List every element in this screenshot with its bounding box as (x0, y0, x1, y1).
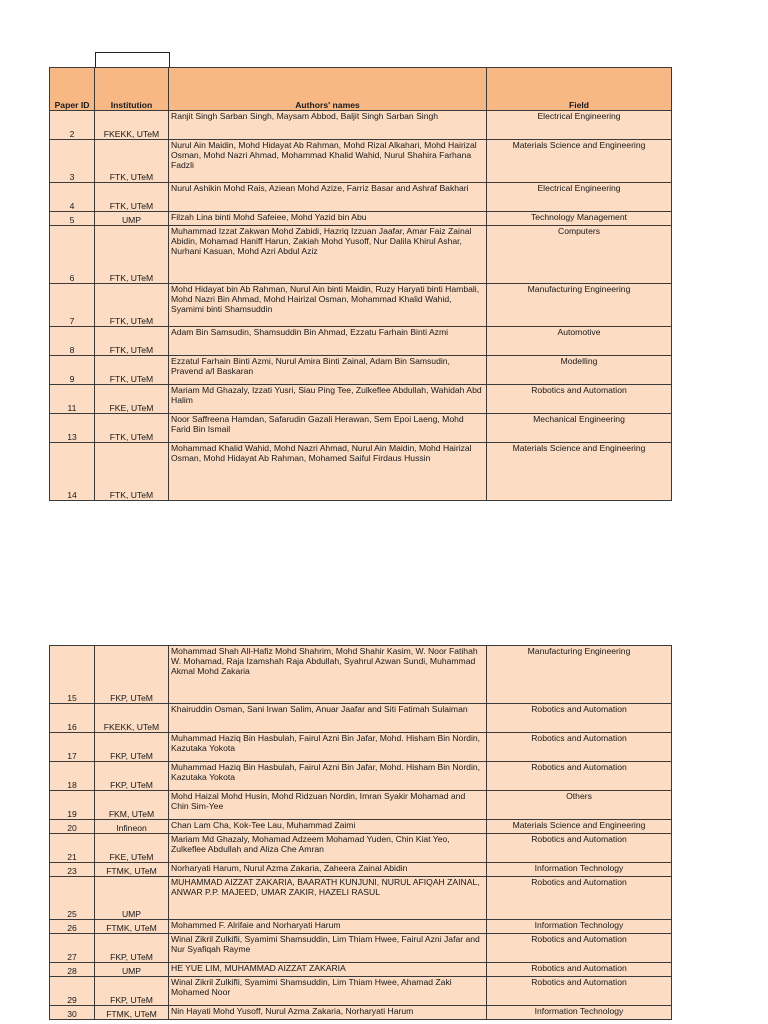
paper-id-cell: 4 (50, 183, 95, 212)
institution-cell: FTK, UTeM (95, 140, 169, 183)
paper-id-cell: 27 (50, 934, 95, 963)
authors-cell: Nurul Ain Maidin, Mohd Hidayat Ab Rahman, Mohd Rizal Alkahari, Mohd Hairizal Osman, Mohd Nazri Ahmad, Mohammad Khalid Wahid, Nurul Shahira Farhana Fadzli (169, 140, 487, 183)
authors-cell: Mohammad Khalid Wahid, Mohd Nazri Ahmad, Nurul Ain Maidin, Mohd Hairizal Osman, Mohd Hidayat Ab Rahman, Mohamed Saiful Firdaus Hussin (169, 443, 487, 501)
authors-cell: Mohammed F. Alrifaie and Norharyati Harum (169, 920, 487, 934)
table-row (50, 820, 672, 834)
field-cell: Information Technology (487, 863, 672, 877)
authors-cell: Norharyati Harum, Nurul Azma Zakaria, Zaheera Zainal Abidin (169, 863, 487, 877)
field-cell: Robotics and Automation (487, 977, 672, 1006)
authors-cell: Nurul Ashikin Mohd Rais, Aziean Mohd Azize, Farriz Basar and Ashraf Bakhari (169, 183, 487, 212)
institution-cell: FTK, UTeM (95, 284, 169, 327)
institution-cell: FKM, UTeM (95, 791, 169, 820)
institution-cell: FTK, UTeM (95, 226, 169, 284)
institution-cell: FTK, UTeM (95, 183, 169, 212)
field-cell: Robotics and Automation (487, 704, 672, 733)
paper-id-cell: 18 (50, 762, 95, 791)
institution-cell: FKP, UTeM (95, 977, 169, 1006)
paper-id-cell: 26 (50, 920, 95, 934)
header-institution: Institution (95, 68, 169, 111)
paper-id-cell: 16 (50, 704, 95, 733)
authors-cell: Khairuddin Osman, Sani Irwan Salim, Anuar Jaafar and Siti Fatimah Sulaiman (169, 704, 487, 733)
field-cell: Robotics and Automation (487, 762, 672, 791)
table-row (50, 863, 672, 877)
field-cell: Information Technology (487, 920, 672, 934)
authors-cell: Winal Zikril Zulkifli, Syamimi Shamsuddin, Lim Thiam Hwee, Ahamad Zaki Mohamed Noor (169, 977, 487, 1006)
field-cell: Robotics and Automation (487, 834, 672, 863)
institution-cell: FKE, UTeM (95, 834, 169, 863)
institution-cell: FKEKK, UTeM (95, 704, 169, 733)
authors-cell: Muhammad Izzat Zakwan Mohd Zabidi, Hazriq Izzuan Jaafar, Amar Faiz Zainal Abidin, Mohamad Haniff Harun, Zakiah Mohd Yusoff, Nur Dalila Khirul Ashar, Nurhani Kasuan, Mohd Azri Abdul Aziz (169, 226, 487, 284)
field-cell: Others (487, 791, 672, 820)
authors-cell: Mariam Md Ghazaly, Mohamad Adzeem Mohamad Yuden, Chin Kiat Yeo, Zulkeflee Abdullah and Aliza Che Amran (169, 834, 487, 863)
paper-id-cell: 21 (50, 834, 95, 863)
header-field: Field (487, 68, 672, 111)
table-row (50, 963, 672, 977)
paper-id-cell: 23 (50, 863, 95, 877)
paper-id-cell: 7 (50, 284, 95, 327)
table-row (50, 385, 672, 414)
field-cell: Manufacturing Engineering (487, 646, 672, 704)
table-row (50, 226, 672, 284)
authors-cell: Noor Saffreena Hamdan, Safarudin Gazali Herawan, Sem Epoi Laeng, Mohd Farid Bin Ismail (169, 414, 487, 443)
institution-cell: FTMK, UTeM (95, 863, 169, 877)
papers-table-bottom (49, 645, 672, 1020)
field-cell: Manufacturing Engineering (487, 284, 672, 327)
paper-id-cell: 13 (50, 414, 95, 443)
authors-cell: Muhammad Haziq Bin Hasbulah, Fairul Azni Bin Jafar, Mohd. Hisham Bin Nordin, Kazutaka Yokota (169, 733, 487, 762)
table-row (50, 877, 672, 920)
authors-cell: Ranjit Singh Sarban Singh, Maysam Abbod, Baljit Singh Sarban Singh (169, 111, 487, 140)
institution-cell: Infineon (95, 820, 169, 834)
institution-cell: FTMK, UTeM (95, 920, 169, 934)
table-row (50, 762, 672, 791)
papers-table-top (49, 67, 672, 501)
field-cell: Technology Management (487, 212, 672, 226)
field-cell: Materials Science and Engineering (487, 140, 672, 183)
authors-cell: HE YUE LIM, MUHAMMAD AIZZAT ZAKARIA (169, 963, 487, 977)
table-row (50, 791, 672, 820)
institution-cell: UMP (95, 212, 169, 226)
table-row (50, 646, 672, 704)
paper-id-cell: 29 (50, 977, 95, 1006)
table-row (50, 1006, 672, 1020)
field-cell: Information Technology (487, 1006, 672, 1020)
paper-id-cell: 5 (50, 212, 95, 226)
field-cell: Materials Science and Engineering (487, 820, 672, 834)
field-cell: Materials Science and Engineering (487, 443, 672, 501)
field-cell: Robotics and Automation (487, 934, 672, 963)
authors-cell: Nin Hayati Mohd Yusoff, Nurul Azma Zakaria, Norharyati Harum (169, 1006, 487, 1020)
authors-cell: Adam Bin Samsudin, Shamsuddin Bin Ahmad, Ezzatu Farhain Binti Azmi (169, 327, 487, 356)
institution-cell: FTK, UTeM (95, 443, 169, 501)
table-row (50, 834, 672, 863)
institution-cell: FTK, UTeM (95, 327, 169, 356)
authors-cell: Ezzatul Farhain Binti Azmi, Nurul Amira Binti Zainal, Adam Bin Samsudin, Pravend a/l Baskaran (169, 356, 487, 385)
paper-id-cell: 8 (50, 327, 95, 356)
institution-cell: FTMK, UTeM (95, 1006, 169, 1020)
table-row (50, 356, 672, 385)
table-row (50, 327, 672, 356)
table-row (50, 704, 672, 733)
institution-cell: FKEKK, UTeM (95, 111, 169, 140)
institution-cell: FKP, UTeM (95, 646, 169, 704)
field-cell: Robotics and Automation (487, 963, 672, 977)
paper-id-cell: 28 (50, 963, 95, 977)
table-row (50, 183, 672, 212)
header-authors: Authors' names (169, 68, 487, 111)
institution-cell: FKP, UTeM (95, 762, 169, 791)
authors-cell: Mohd Hidayat bin Ab Rahman, Nurul Ain binti Maidin, Ruzy Haryati binti Hambali, Mohd Nazri Bin Ahmad, Mohd Hairizal Osman, Mohammad Khalid Wahid, Syamimi binti Shamsuddin (169, 284, 487, 327)
paper-id-cell: 11 (50, 385, 95, 414)
table-row (50, 733, 672, 762)
authors-cell: Mohammad Shah All-Hafiz Mohd Shahrim, Mohd Shahir Kasim, W. Noor Fatihah W. Mohamad, Raja Izamshah Raja Abdullah, Syahrul Azwan Sundi, Muhammad Akmal Mohd Zakaria (169, 646, 487, 704)
field-cell: Modelling (487, 356, 672, 385)
paper-id-cell: 30 (50, 1006, 95, 1020)
table-row (50, 212, 672, 226)
empty-header-box (95, 52, 170, 68)
institution-cell: UMP (95, 963, 169, 977)
table-row (50, 414, 672, 443)
field-cell: Electrical Engineering (487, 183, 672, 212)
field-cell: Electrical Engineering (487, 111, 672, 140)
authors-cell: Muhammad Haziq Bin Hasbulah, Fairul Azni Bin Jafar, Mohd. Hisham Bin Nordin, Kazutaka Yokota (169, 762, 487, 791)
authors-cell: Winal Zikril Zulkifli, Syamimi Shamsuddin, Lim Thiam Hwee, Fairul Azni Jafar and Nur Syafiqah Rayme (169, 934, 487, 963)
table-row (50, 920, 672, 934)
authors-cell: Mohd Haizal Mohd Husin, Mohd Ridzuan Nordin, Imran Syakir Mohamad and Chin Sim-Yee (169, 791, 487, 820)
paper-id-cell: 6 (50, 226, 95, 284)
institution-cell: FKE, UTeM (95, 385, 169, 414)
paper-id-cell: 9 (50, 356, 95, 385)
paper-id-cell: 19 (50, 791, 95, 820)
paper-id-cell: 14 (50, 443, 95, 501)
institution-cell: FTK, UTeM (95, 414, 169, 443)
field-cell: Robotics and Automation (487, 877, 672, 920)
field-cell: Computers (487, 226, 672, 284)
field-cell: Robotics and Automation (487, 385, 672, 414)
authors-cell: Mariam Md Ghazaly, Izzati Yusri, Siau Ping Tee, Zulkeflee Abdullah, Wahidah Abd Halim (169, 385, 487, 414)
authors-cell: Chan Lam Cha, Kok-Tee Lau, Muhammad Zaimi (169, 820, 487, 834)
table-row (50, 443, 672, 501)
table-row (50, 111, 672, 140)
paper-id-cell: 20 (50, 820, 95, 834)
paper-id-cell: 25 (50, 877, 95, 920)
institution-cell: FKP, UTeM (95, 733, 169, 762)
paper-id-cell: 2 (50, 111, 95, 140)
institution-cell: UMP (95, 877, 169, 920)
institution-cell: FKP, UTeM (95, 934, 169, 963)
header-row (50, 68, 672, 111)
table-row (50, 977, 672, 1006)
authors-cell: MUHAMMAD AIZZAT ZAKARIA, BAARATH KUNJUNI, NURUL AFIQAH ZAINAL, ANWAR P.P. MAJEED, UMAR ZAKIR, HAZELI RASUL (169, 877, 487, 920)
paper-id-cell: 17 (50, 733, 95, 762)
table-row (50, 934, 672, 963)
authors-cell: Filzah Lina binti Mohd Safeiee, Mohd Yazid bin Abu (169, 212, 487, 226)
field-cell: Robotics and Automation (487, 733, 672, 762)
institution-cell: FTK, UTeM (95, 356, 169, 385)
paper-id-cell: 15 (50, 646, 95, 704)
table-row (50, 284, 672, 327)
field-cell: Automotive (487, 327, 672, 356)
paper-id-cell: 3 (50, 140, 95, 183)
header-paper-id: Paper ID (50, 68, 95, 111)
table-row (50, 140, 672, 183)
field-cell: Mechanical Engineering (487, 414, 672, 443)
